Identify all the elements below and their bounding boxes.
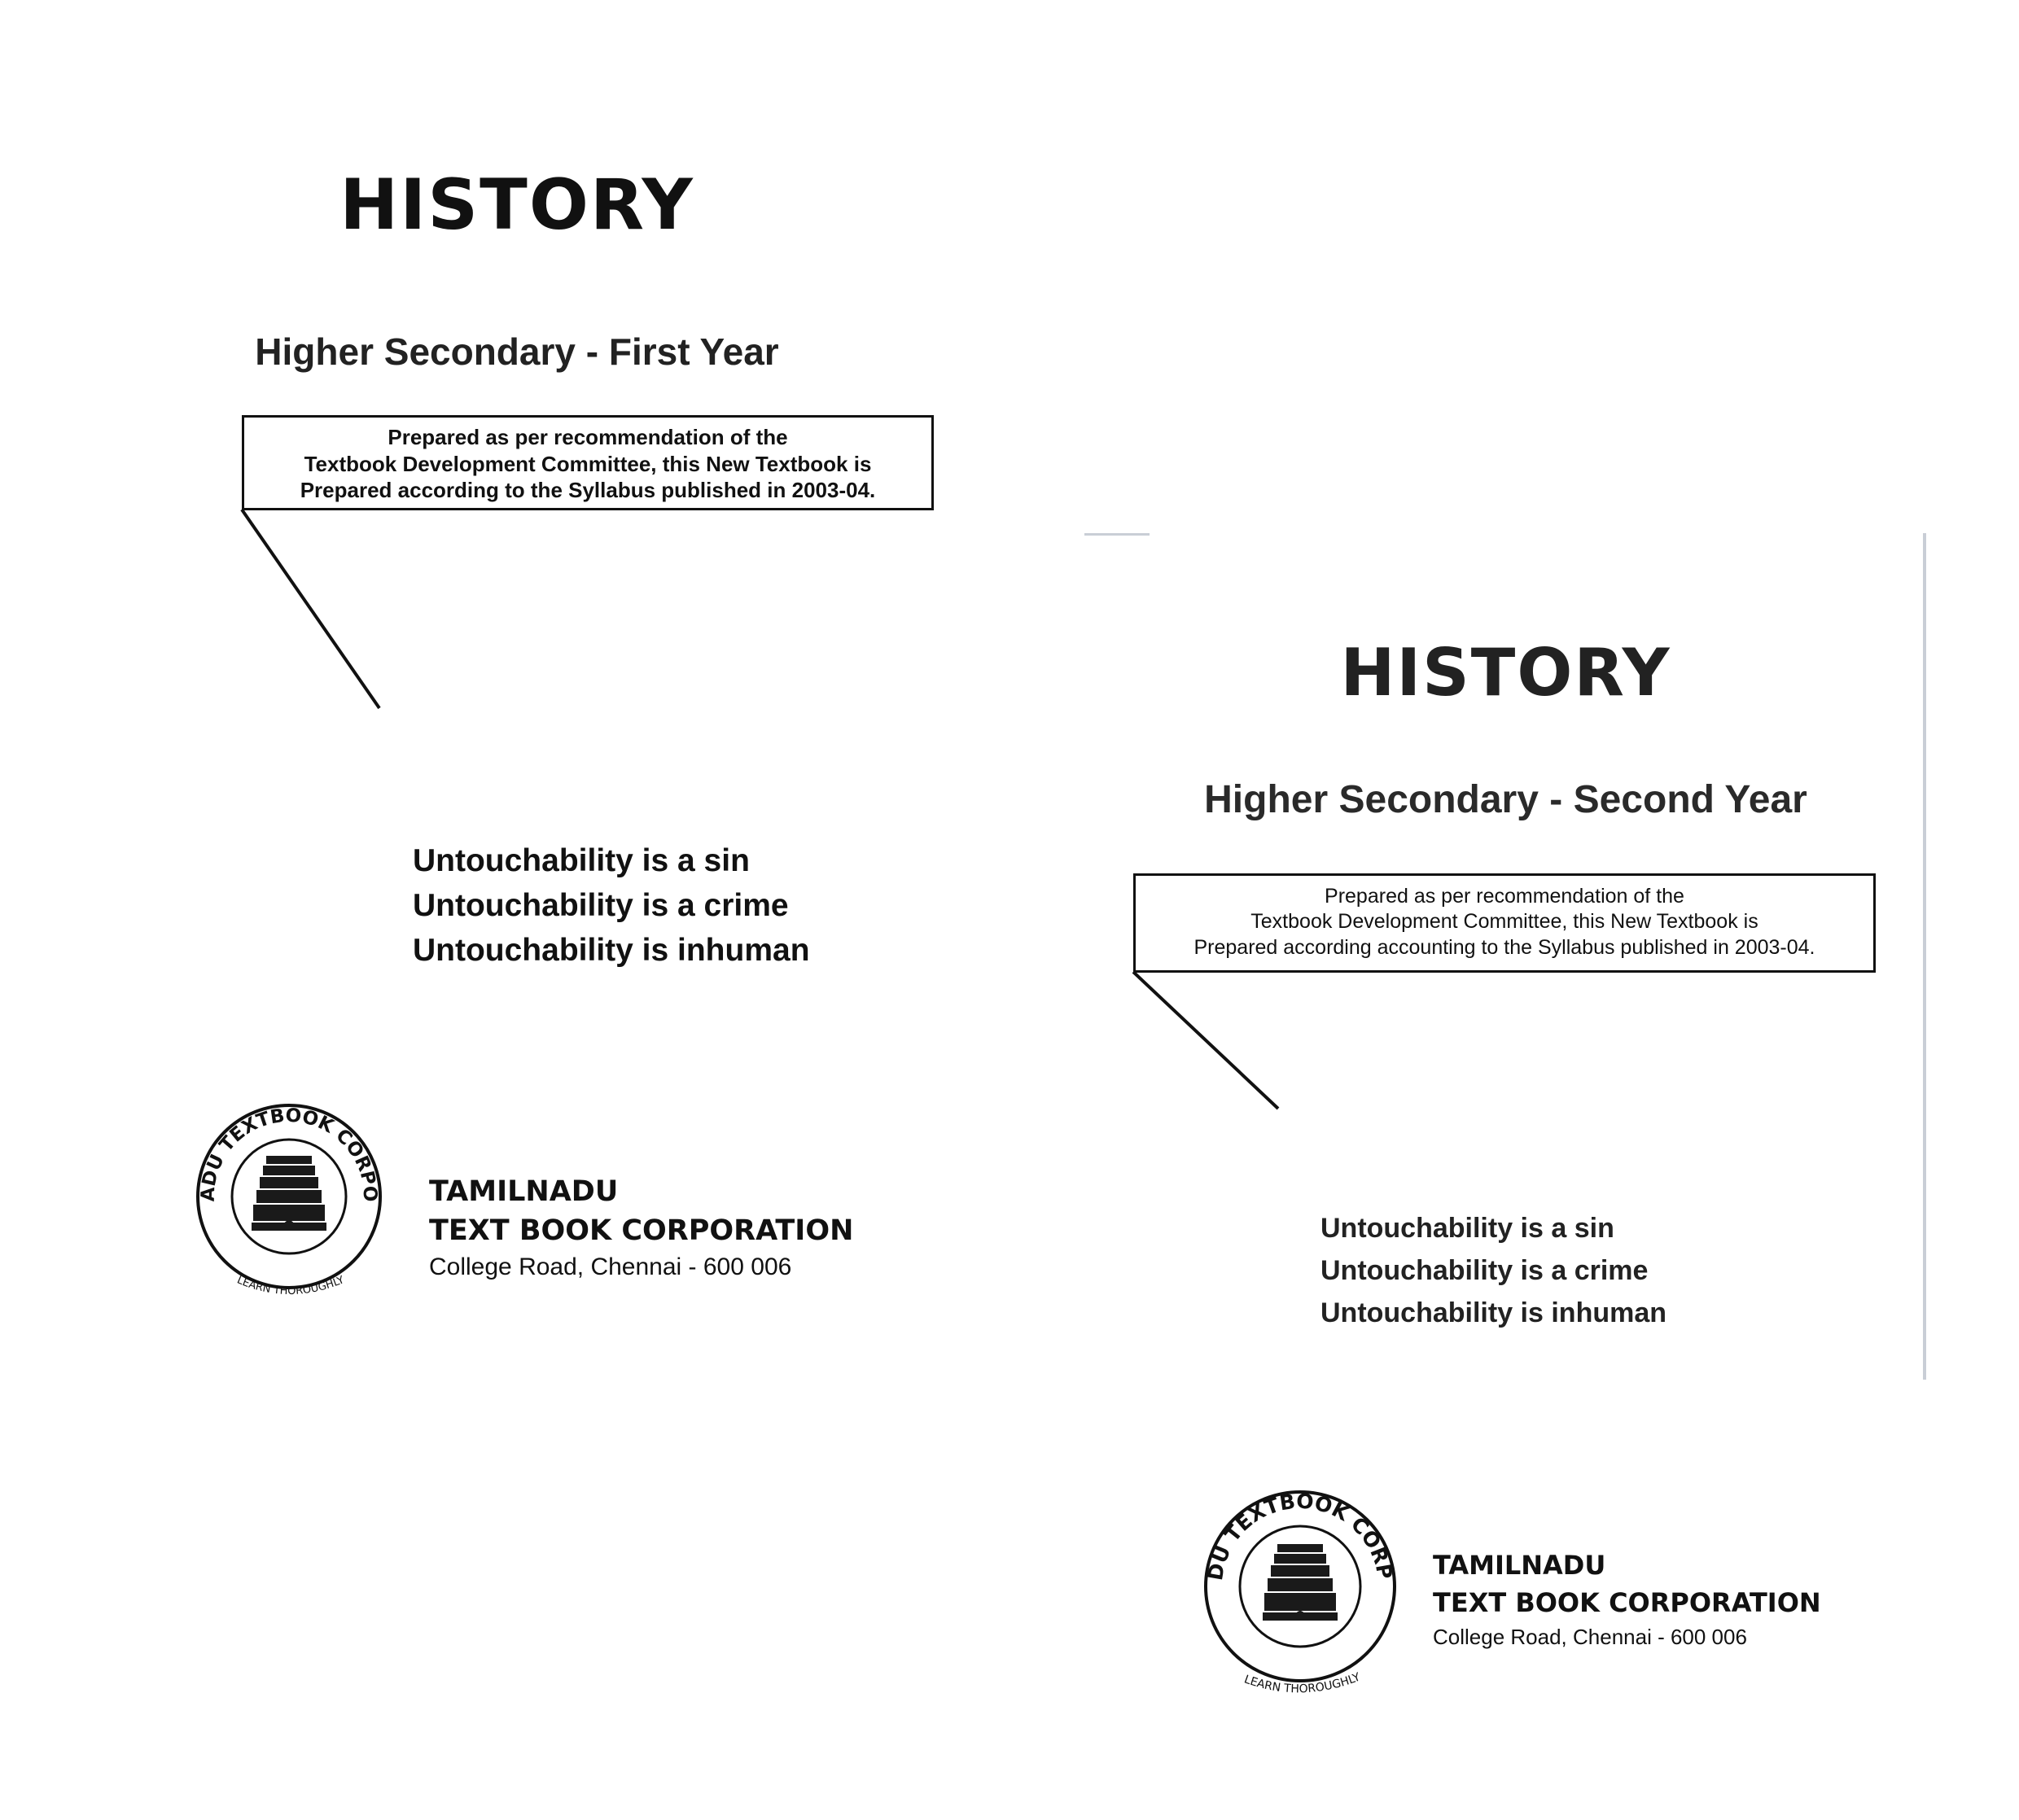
svg-text:LEARN THOROUGHLY: LEARN THOROUGHLY (234, 1274, 347, 1298)
notice-line: Textbook Development Committee, this New Textbook is (1250, 910, 1758, 934)
callout-pointer (1132, 970, 1286, 1133)
publisher-address: College Road, Chennai - 600 006 (429, 1253, 792, 1280)
slogans (413, 838, 810, 973)
publisher-block (429, 1172, 853, 1284)
cover-second-year (1084, 533, 1927, 1791)
notice-line: Prepared according accounting to the Syllabus published in 2003-04. (1193, 935, 1815, 959)
cover-subtitle: Higher Secondary - First Year (255, 330, 779, 373)
notice-line: Prepared as per recommendation of the (1325, 885, 1684, 908)
slogan: Untouchability is inhuman (413, 933, 810, 968)
corporation-seal-icon (1188, 1467, 1402, 1709)
publisher-name-line1: TAMILNADU (429, 1175, 619, 1208)
publisher-block (1433, 1547, 1821, 1652)
svg-text:LEARN THOROUGHLY: LEARN THOROUGHLY (1242, 1670, 1363, 1696)
slogan: Untouchability is a sin (1320, 1213, 1614, 1244)
publisher-name-line1: TAMILNADU (1433, 1550, 1606, 1581)
cover-subtitle: Higher Secondary - Second Year (1204, 778, 1807, 821)
svg-text:TAMILNADU TEXTBOOK CORPORATION: TAMILNADU TEXTBOOK CORPORATION (1188, 1467, 1397, 1582)
slogan: Untouchability is a crime (1320, 1255, 1649, 1286)
slogans (1320, 1207, 1666, 1334)
recommendation-notice (242, 415, 934, 510)
notice-line: Textbook Development Committee, this New Textbook is (304, 451, 872, 476)
recommendation-notice (1133, 873, 1876, 973)
publisher-address: College Road, Chennai - 600 006 (1433, 1625, 1747, 1649)
publisher-name-line2: TEXT BOOK CORPORATION (1433, 1587, 1821, 1618)
slogan: Untouchability is a crime (413, 888, 789, 923)
corporation-seal-icon (182, 1091, 387, 1315)
slogan: Untouchability is a sin (413, 843, 750, 878)
publisher-name-line2: TEXT BOOK CORPORATION (429, 1214, 854, 1247)
svg-text:TAMILNADU TEXTBOOK CORPORATION: TAMILNADU TEXTBOOK CORPORATION (182, 1091, 381, 1202)
scan-edge (1084, 533, 1150, 536)
notice-line: Prepared as per recommendation of the (388, 425, 788, 449)
notice-line: Prepared according to the Syllabus published in 2003-04. (300, 478, 876, 502)
slogan: Untouchability is inhuman (1320, 1297, 1667, 1328)
cover-title: HISTORY (1340, 635, 1671, 711)
cover-title: HISTORY (339, 164, 694, 246)
cover-first-year (85, 122, 948, 1400)
callout-pointer (240, 508, 387, 736)
